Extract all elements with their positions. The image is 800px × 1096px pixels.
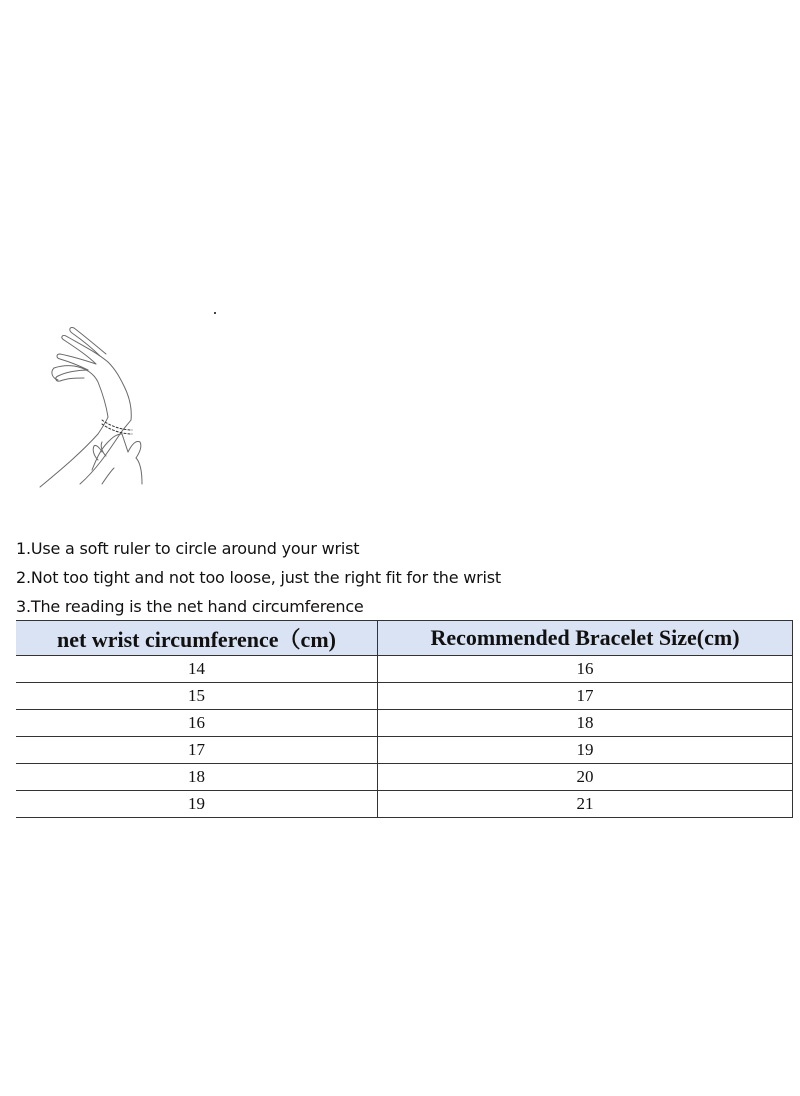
- wrist-circumference-cell: 17: [16, 737, 378, 764]
- table-row: [16, 764, 793, 791]
- wrist-circumference-cell: 16: [16, 710, 378, 737]
- header-bracelet-size: Recommended Bracelet Size(cm): [378, 621, 793, 656]
- instruction-step-3: 3.The reading is the net hand circumference: [16, 597, 364, 616]
- bracelet-size-cell: 21: [378, 791, 793, 818]
- bracelet-size-cell: 18: [378, 710, 793, 737]
- instructions-list: [16, 534, 501, 621]
- wrist-circumference-cell: 15: [16, 683, 378, 710]
- hand-measuring-wrist-icon: [36, 322, 156, 492]
- instruction-step-1: 1.Use a soft ruler to circle around your wrist: [16, 539, 360, 558]
- bracelet-size-cell: 16: [378, 656, 793, 683]
- table-row: [16, 737, 793, 764]
- header-wrist-circumference: net wrist circumference（cm): [16, 621, 378, 656]
- wrist-circumference-cell: 19: [16, 791, 378, 818]
- wrist-circumference-cell: 18: [16, 764, 378, 791]
- table-header-row: [16, 621, 793, 656]
- bracelet-size-cell: 20: [378, 764, 793, 791]
- table-row: [16, 656, 793, 683]
- wrist-circumference-cell: 14: [16, 656, 378, 683]
- table-row: [16, 683, 793, 710]
- table-row: [16, 710, 793, 737]
- bracelet-size-cell: 19: [378, 737, 793, 764]
- bracelet-size-cell: 17: [378, 683, 793, 710]
- instruction-step-2: 2.Not too tight and not too loose, just the right fit for the wrist: [16, 568, 501, 587]
- table-row: [16, 791, 793, 818]
- stray-dot: [214, 312, 216, 314]
- size-chart-table: [16, 620, 793, 818]
